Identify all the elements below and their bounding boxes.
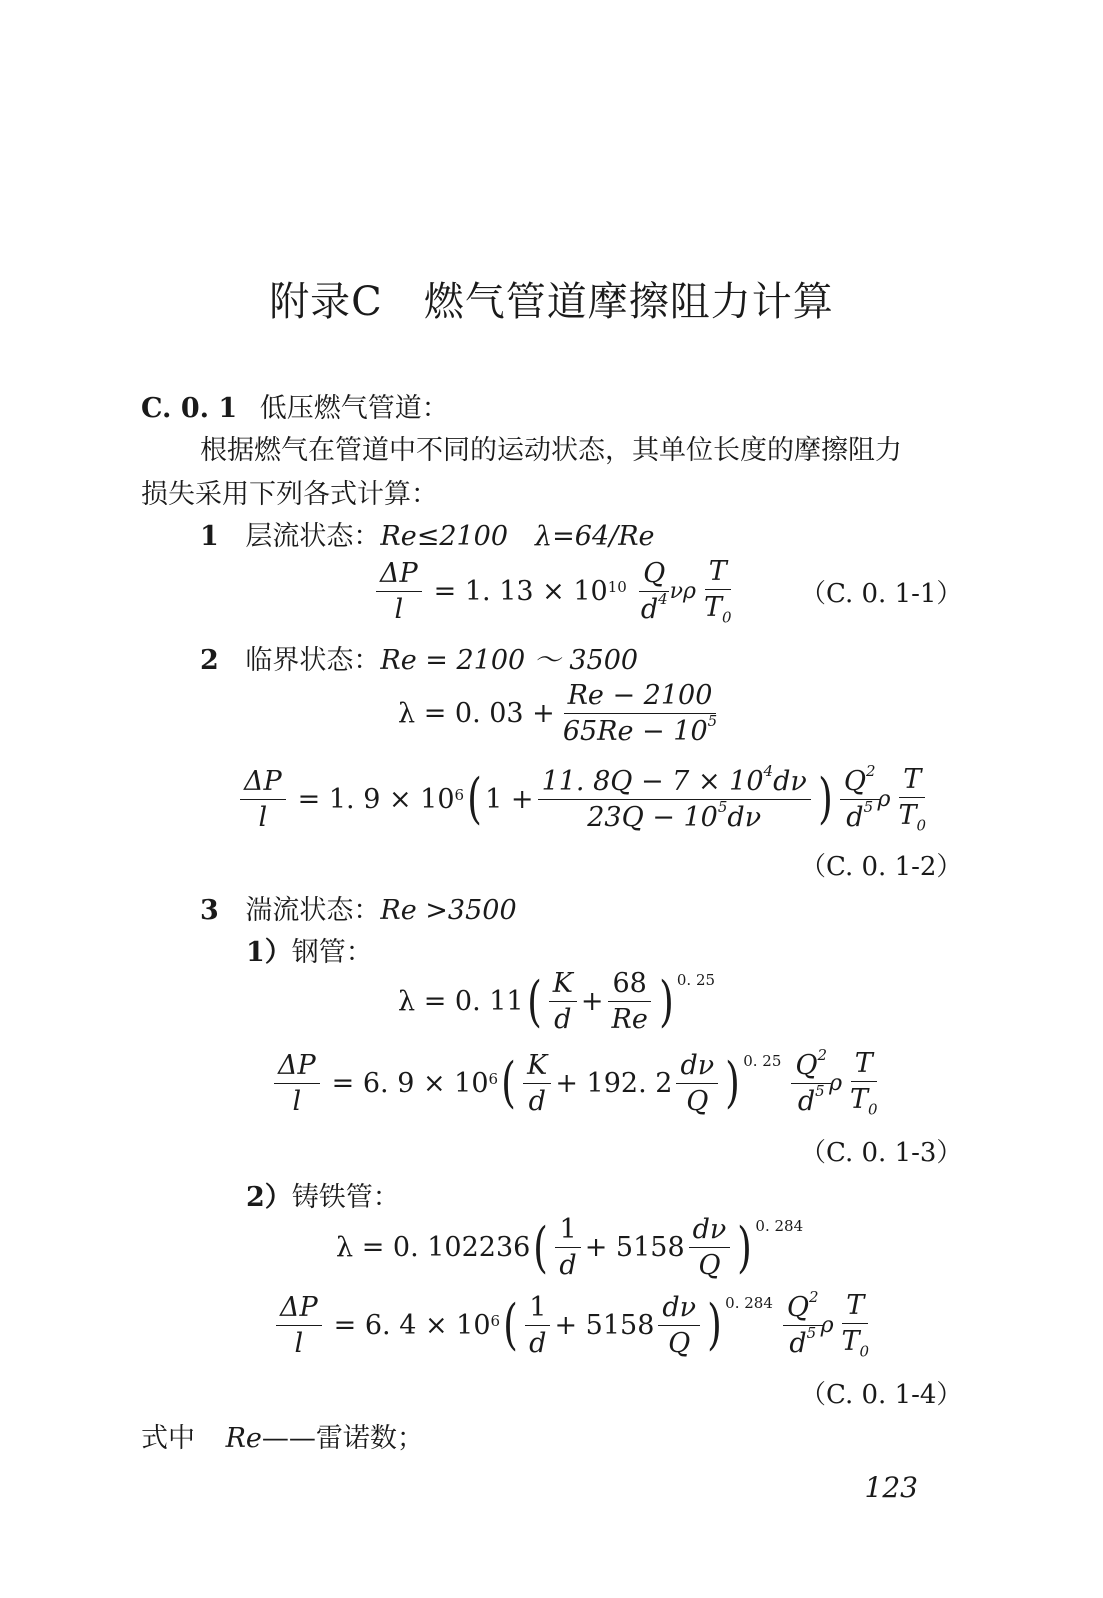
fraction-dv-q: $\frac{d\nu}{Q}$ bbox=[689, 1214, 731, 1281]
sub-item-2 bbox=[246, 1175, 400, 1214]
fraction-1-d: $\frac{1}{d}$ bbox=[555, 1214, 580, 1281]
eq4b-paren-exponent: 0. 284 bbox=[725, 1294, 773, 1313]
eq3b-mid: + 192. 2 bbox=[555, 1067, 673, 1099]
item-3 bbox=[200, 888, 517, 927]
fraction-dp-l: $\frac{\Delta P}{l}$ bbox=[276, 1292, 322, 1359]
equation-4a bbox=[336, 1214, 803, 1281]
fraction-q2-d5: $\frac{Q^2}{d^5}$ bbox=[791, 1050, 831, 1117]
left-paren: ( bbox=[503, 1293, 519, 1357]
eq2b-num: 11. 8Q − 7 × 10 bbox=[541, 765, 764, 797]
equation-label-2: （C. 0. 1-2） bbox=[800, 852, 963, 882]
section-title: 低压燃气管道： bbox=[259, 393, 449, 424]
fraction-q2-d5: $\frac{Q^2}{d^5}$ bbox=[783, 1292, 823, 1359]
equation-label-3: （C. 0. 1-3） bbox=[800, 1138, 963, 1168]
equation-1: $\frac{\Delta P}{l}$ = 1. 13 × 10 10 $\frac{Q}{d^4}$ νρ $\frac{T}{T_0}$ bbox=[372, 556, 740, 627]
equation-2a bbox=[398, 680, 725, 747]
eq2a-den-exponent: 5 bbox=[707, 712, 718, 731]
eq4b-coefficient: = 6. 4 × 10 bbox=[333, 1309, 491, 1341]
eq2b-one: 1 + bbox=[485, 783, 534, 815]
equation-4b: $\frac{\Delta P}{l}$ = 6. 4 × 10 6 ( $\frac{1}{d}$ + 5158 $\frac{d\nu}{Q}$ ) 0. 284 $\frac{Q^2}{d^5}$ ρ $\frac{T}{T_0}$ bbox=[272, 1290, 877, 1361]
fraction-t-t0: $\frac{T}{T_0}$ bbox=[703, 556, 732, 627]
fraction-dv-q: $\frac{d\nu}{Q}$ bbox=[658, 1292, 700, 1359]
item-3-condition: Re >3500 bbox=[380, 895, 517, 926]
eq3a-exponent: 0. 25 bbox=[676, 970, 716, 989]
equation-label-4: （C. 0. 1-4） bbox=[800, 1380, 963, 1410]
fraction-t-t0: $\frac{T}{T_0}$ bbox=[898, 764, 927, 835]
fraction-dv-q: $\frac{d\nu}{Q}$ bbox=[676, 1050, 718, 1117]
eq3b-paren-exponent: 0. 25 bbox=[743, 1052, 782, 1071]
right-paren: ) bbox=[737, 1215, 753, 1279]
sub-item-1 bbox=[246, 930, 373, 969]
equation-label-1: （C. 0. 1-1） bbox=[800, 579, 963, 609]
fraction-dp-l: $\frac{\Delta P}{l}$ bbox=[274, 1050, 320, 1117]
left-paren: ( bbox=[526, 969, 542, 1033]
item-2 bbox=[200, 638, 638, 677]
section-heading bbox=[141, 386, 449, 425]
item-1 bbox=[200, 514, 655, 553]
item-3-text: 湍流状态： bbox=[245, 895, 381, 926]
fraction-q2-d5: $\frac{Q^2}{d^5}$ bbox=[840, 766, 880, 833]
left-paren: ( bbox=[501, 1051, 517, 1115]
item-1-text: 层流状态： bbox=[245, 521, 381, 552]
fraction-t-t0: $\frac{T}{T_0}$ bbox=[850, 1048, 878, 1119]
eq3a-den: Re bbox=[611, 1004, 648, 1036]
intro-line-2: 损失采用下列各式计算： bbox=[141, 479, 438, 510]
intro-line-1: 根据燃气在管道中不同的运动状态，其单位长度的摩擦阻力 bbox=[200, 435, 902, 466]
left-paren: ( bbox=[467, 767, 483, 831]
right-paren: ) bbox=[725, 1051, 741, 1115]
sub-item-1-number: 1） bbox=[246, 937, 292, 968]
eq2a-lhs: λ = 0. 03 + bbox=[398, 698, 555, 730]
eq2a-denominator: 65Re − 10 bbox=[562, 716, 708, 748]
section-number: C. 0. 1 bbox=[141, 393, 238, 424]
fraction-dp-l: $\frac{\Delta P}{l}$ bbox=[376, 558, 422, 625]
eq4a-lhs: λ = 0. 102236 bbox=[336, 1232, 531, 1264]
fraction-dp-l: $\frac{\Delta P}{l}$ bbox=[240, 766, 286, 833]
equation-2b: $\frac{\Delta P}{l}$ = 1. 9 × 10 6 ( 1 + $\frac{11. 8Q - 7 \times 10^4d\nu}{23Q - 10^5d\nu}$ ) $\frac{Q^2}{d^5}$ ρ $\frac{T}{T_0}$ bbox=[236, 764, 934, 835]
where-term: Re bbox=[225, 1423, 262, 1454]
eq3a-plus: + bbox=[580, 986, 604, 1018]
equation-3b: $\frac{\Delta P}{l}$ = 6. 9 × 10 6 ( $\frac{K}{d}$ + 192. 2 $\frac{d\nu}{Q}$ ) 0. 25 $\frac{Q^2}{d^5}$ ρ $\frac{T}{T_0}$ bbox=[270, 1048, 886, 1119]
eq3a-num: 68 bbox=[608, 968, 650, 1002]
right-paren: ) bbox=[707, 1293, 723, 1357]
page-number: 123 bbox=[864, 1471, 918, 1504]
fraction-t-t0: $\frac{T}{T_0}$ bbox=[841, 1290, 870, 1361]
eq3b-coefficient: = 6. 9 × 10 bbox=[331, 1067, 489, 1099]
fraction-k-d: $\frac{K}{d}$ bbox=[523, 1050, 551, 1117]
item-3-number: 3 bbox=[200, 895, 219, 926]
eq1-exponent: 10 bbox=[607, 578, 627, 597]
sub-item-2-number: 2） bbox=[246, 1182, 292, 1213]
item-1-condition: Re≤2100 λ=64/Re bbox=[380, 521, 655, 552]
item-1-number: 1 bbox=[200, 521, 219, 552]
fraction-1-d: $\frac{1}{d}$ bbox=[525, 1292, 550, 1359]
fraction-k-d: $\frac{K}{d}$ bbox=[549, 968, 577, 1035]
eq2b-num-tail: dν bbox=[773, 765, 807, 797]
page-title: 附录C 燃气管道摩擦阻力计算 bbox=[269, 279, 834, 325]
where-desc: ——雷诺数； bbox=[261, 1423, 424, 1454]
eq2b-den-exp: 5 bbox=[717, 797, 728, 816]
item-2-number: 2 bbox=[200, 645, 219, 676]
eq2b-den: 23Q − 10 bbox=[587, 801, 718, 833]
eq2b-coefficient: = 1. 9 × 10 bbox=[297, 783, 455, 815]
where-lead: 式中 bbox=[141, 1423, 195, 1454]
sub-item-1-text: 钢管： bbox=[291, 937, 373, 968]
right-paren: ) bbox=[817, 767, 833, 831]
eq2b-exponent: 6 bbox=[454, 786, 465, 805]
fraction-68-re bbox=[607, 968, 651, 1035]
eq2b-num-exp: 4 bbox=[763, 761, 774, 780]
item-2-text: 临界状态： bbox=[245, 645, 381, 676]
fraction-large bbox=[538, 761, 811, 833]
left-paren: ( bbox=[533, 1215, 549, 1279]
right-paren: ) bbox=[658, 969, 674, 1033]
item-2-condition: Re = 2100 ～ 3500 bbox=[380, 645, 639, 676]
eq2b-den-tail: dν bbox=[727, 801, 762, 833]
eq1-coefficient: = 1. 13 × 10 bbox=[433, 575, 608, 607]
eq4b-exponent: 6 bbox=[490, 1312, 501, 1331]
eq3b-exponent: 6 bbox=[488, 1070, 499, 1089]
fraction-re bbox=[559, 680, 721, 747]
eq3a-lhs: λ = 0. 11 bbox=[398, 986, 524, 1018]
eq4a-mid: + 5158 bbox=[584, 1232, 685, 1264]
fraction-q-d4: $\frac{Q}{d^4}$ bbox=[640, 557, 668, 625]
sub-item-2-text: 铸铁管： bbox=[291, 1182, 400, 1213]
where-clause bbox=[141, 1416, 424, 1455]
eq2a-numerator: Re − 2100 bbox=[564, 680, 717, 714]
eq4b-mid: + 5158 bbox=[554, 1309, 655, 1341]
eq4a-exponent: 0. 284 bbox=[755, 1216, 804, 1235]
equation-3a bbox=[398, 968, 715, 1035]
